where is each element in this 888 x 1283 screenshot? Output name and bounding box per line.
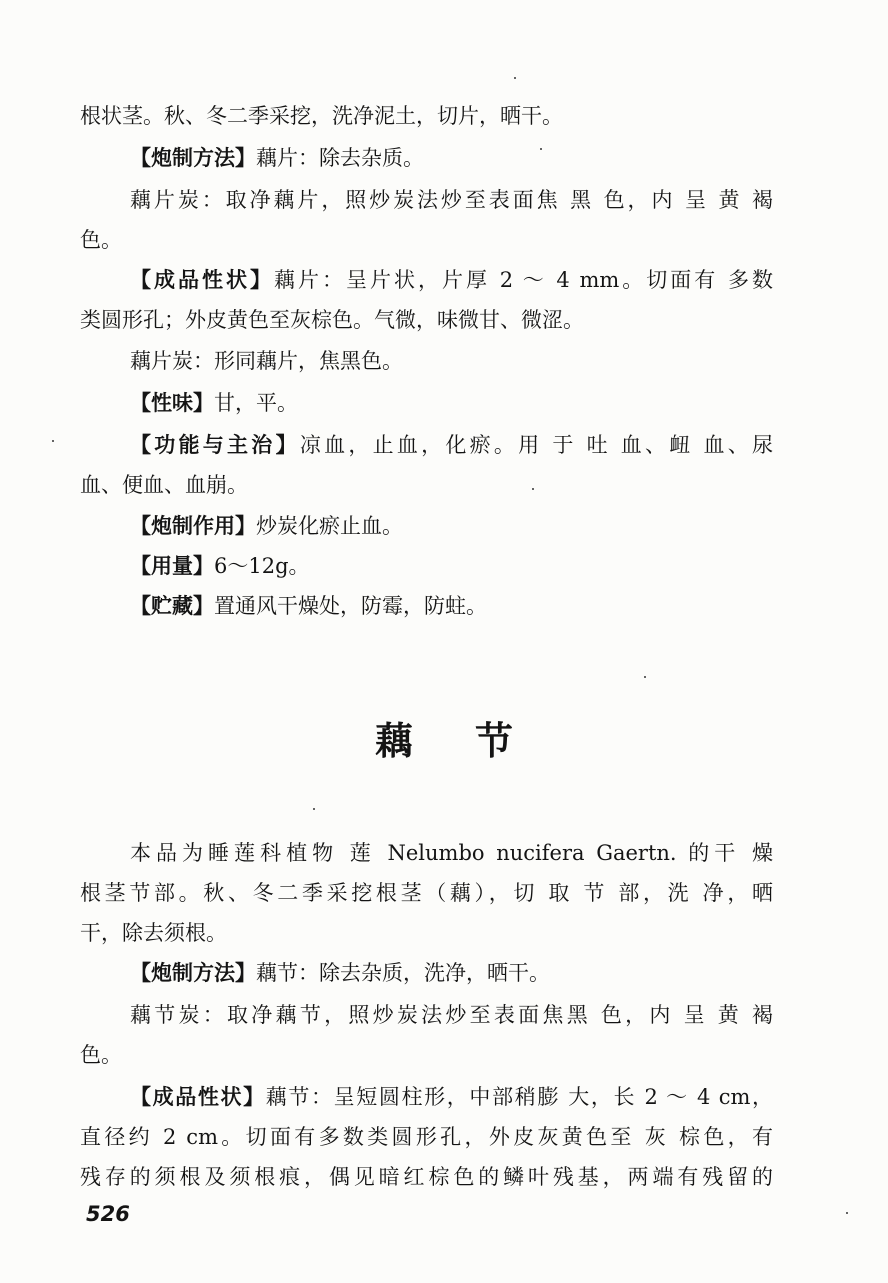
text-span: 藕节：除去杂质，洗净，晒干。 — [256, 961, 550, 985]
text-span: 6～12g。 — [214, 554, 310, 578]
paragraph-product-traits — [130, 265, 773, 295]
scan-speck — [846, 1212, 848, 1214]
text-span: 藕节：呈短圆柱形，中部稍膨 大，长 2 ～ 4 cm， — [265, 1085, 774, 1109]
text-span: 藕片：除去杂质。 — [256, 146, 424, 170]
paragraph-processing-method-2 — [130, 958, 550, 988]
section-label: 【成品性状】 — [130, 267, 275, 292]
scan-speck — [540, 148, 542, 150]
text-line: 类圆形孔；外皮黄色至灰棕色。气微，味微甘、微涩。 — [80, 308, 584, 332]
paragraph-product-traits-2 — [130, 1082, 773, 1112]
text-line: 色。 — [80, 1043, 122, 1067]
scan-speck — [514, 77, 516, 79]
text-line: 色。 — [80, 228, 122, 252]
page-number: 526 — [86, 1202, 130, 1226]
text-span: 置通风干燥处，防霉，防蛀。 — [214, 594, 487, 618]
paragraph-taste — [130, 388, 298, 418]
text-span: 凉血，止血，化瘀。用 于 吐 血、衄 血、尿 — [299, 433, 774, 457]
paragraph-function — [130, 430, 773, 460]
text-line: 血、便血、血崩。 — [80, 473, 248, 497]
text-line: 残存的须根及须根痕，偶见暗红棕色的鳞叶残基，两端有残留的 — [80, 1165, 773, 1189]
section-label: 【性味】 — [130, 390, 214, 415]
paragraph-processing-effect — [130, 511, 403, 541]
paragraph-dosage — [130, 551, 310, 581]
entry-title: 藕节 — [374, 718, 575, 763]
scan-speck — [52, 440, 54, 442]
text-line: 藕片炭：形同藕片，焦黑色。 — [130, 349, 403, 373]
text-line: 藕节炭：取净藕节，照炒炭法炒至表面焦黑 色，内 呈 黄 褐 — [130, 1003, 773, 1027]
scan-speck — [644, 676, 646, 678]
section-label: 【炮制作用】 — [130, 513, 256, 538]
section-label: 【炮制方法】 — [130, 145, 256, 170]
text-span: 炒炭化瘀止血。 — [256, 514, 403, 538]
text-line: 藕片炭：取净藕片，照炒炭法炒至表面焦 黑 色，内 呈 黄 褐 — [130, 188, 773, 212]
text-line: 本品为睡莲科植物 莲 Nelumbo nucifera Gaertn. 的干 燥 — [130, 841, 773, 865]
text-line: 根状茎。秋、冬二季采挖，洗净泥土，切片，晒干。 — [80, 104, 563, 128]
paragraph-processing-method — [130, 143, 424, 173]
text-line: 干，除去须根。 — [80, 921, 227, 945]
section-label: 【炮制方法】 — [130, 960, 256, 985]
text-span: 藕片：呈片状，片厚 2 ～ 4 mm。切面有 多数 — [274, 268, 773, 292]
section-label: 【贮藏】 — [130, 593, 214, 618]
scan-speck — [313, 808, 315, 810]
text-span: 甘，平。 — [214, 391, 298, 415]
paragraph-storage — [130, 591, 487, 621]
section-label: 【功能与主治】 — [130, 432, 300, 457]
scan-speck — [532, 488, 534, 490]
section-label: 【用量】 — [130, 553, 214, 578]
text-line: 直径约 2 cm。切面有多数类圆形孔，外皮灰黄色至 灰 棕色，有 — [80, 1125, 773, 1149]
text-line: 根茎节部。秋、冬二季采挖根茎（藕），切 取 节 部，洗 净，晒 — [80, 881, 773, 905]
section-label: 【成品性状】 — [130, 1084, 266, 1109]
